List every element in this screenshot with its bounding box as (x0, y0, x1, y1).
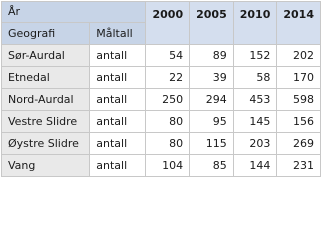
table-row (2, 111, 321, 133)
row-unit: antall (90, 133, 146, 155)
table-row (2, 133, 321, 155)
aar-header: År (2, 2, 146, 23)
year-header-2014: 2014 (277, 2, 321, 45)
row-label: Sør-Aurdal (2, 45, 90, 67)
value-cell: 453 (233, 89, 277, 111)
table-row (2, 45, 321, 67)
year-header-2010: 2010 (233, 2, 277, 45)
table-row (2, 67, 321, 89)
table-row (2, 155, 321, 177)
row-unit: antall (90, 89, 146, 111)
value-cell: 203 (233, 133, 277, 155)
value-cell: 95 (190, 111, 234, 133)
row-label: Vestre Slidre (2, 111, 90, 133)
maltall-header: Måltall (90, 23, 146, 45)
value-cell: 85 (190, 155, 234, 177)
value-cell: 156 (277, 111, 321, 133)
table-row (2, 89, 321, 111)
header-row-aar (2, 2, 321, 23)
row-label: Etnedal (2, 67, 90, 89)
value-cell: 250 (146, 89, 190, 111)
row-label: Vang (2, 155, 90, 177)
geografi-header: Geografi (2, 23, 90, 45)
value-cell: 144 (233, 155, 277, 177)
value-cell: 89 (190, 45, 234, 67)
value-cell: 269 (277, 133, 321, 155)
value-cell: 145 (233, 111, 277, 133)
year-header-2000: 2000 (146, 2, 190, 45)
row-unit: antall (90, 111, 146, 133)
value-cell: 115 (190, 133, 234, 155)
year-header-2005: 2005 (190, 2, 234, 45)
value-cell: 202 (277, 45, 321, 67)
row-label: Nord-Aurdal (2, 89, 90, 111)
value-cell: 80 (146, 133, 190, 155)
value-cell: 104 (146, 155, 190, 177)
value-cell: 598 (277, 89, 321, 111)
statistics-table (1, 1, 321, 177)
row-unit: antall (90, 67, 146, 89)
value-cell: 58 (233, 67, 277, 89)
value-cell: 231 (277, 155, 321, 177)
value-cell: 22 (146, 67, 190, 89)
value-cell: 54 (146, 45, 190, 67)
row-unit: antall (90, 45, 146, 67)
value-cell: 294 (190, 89, 234, 111)
row-label: Øystre Slidre (2, 133, 90, 155)
row-unit: antall (90, 155, 146, 177)
value-cell: 39 (190, 67, 234, 89)
value-cell: 80 (146, 111, 190, 133)
value-cell: 152 (233, 45, 277, 67)
value-cell: 170 (277, 67, 321, 89)
